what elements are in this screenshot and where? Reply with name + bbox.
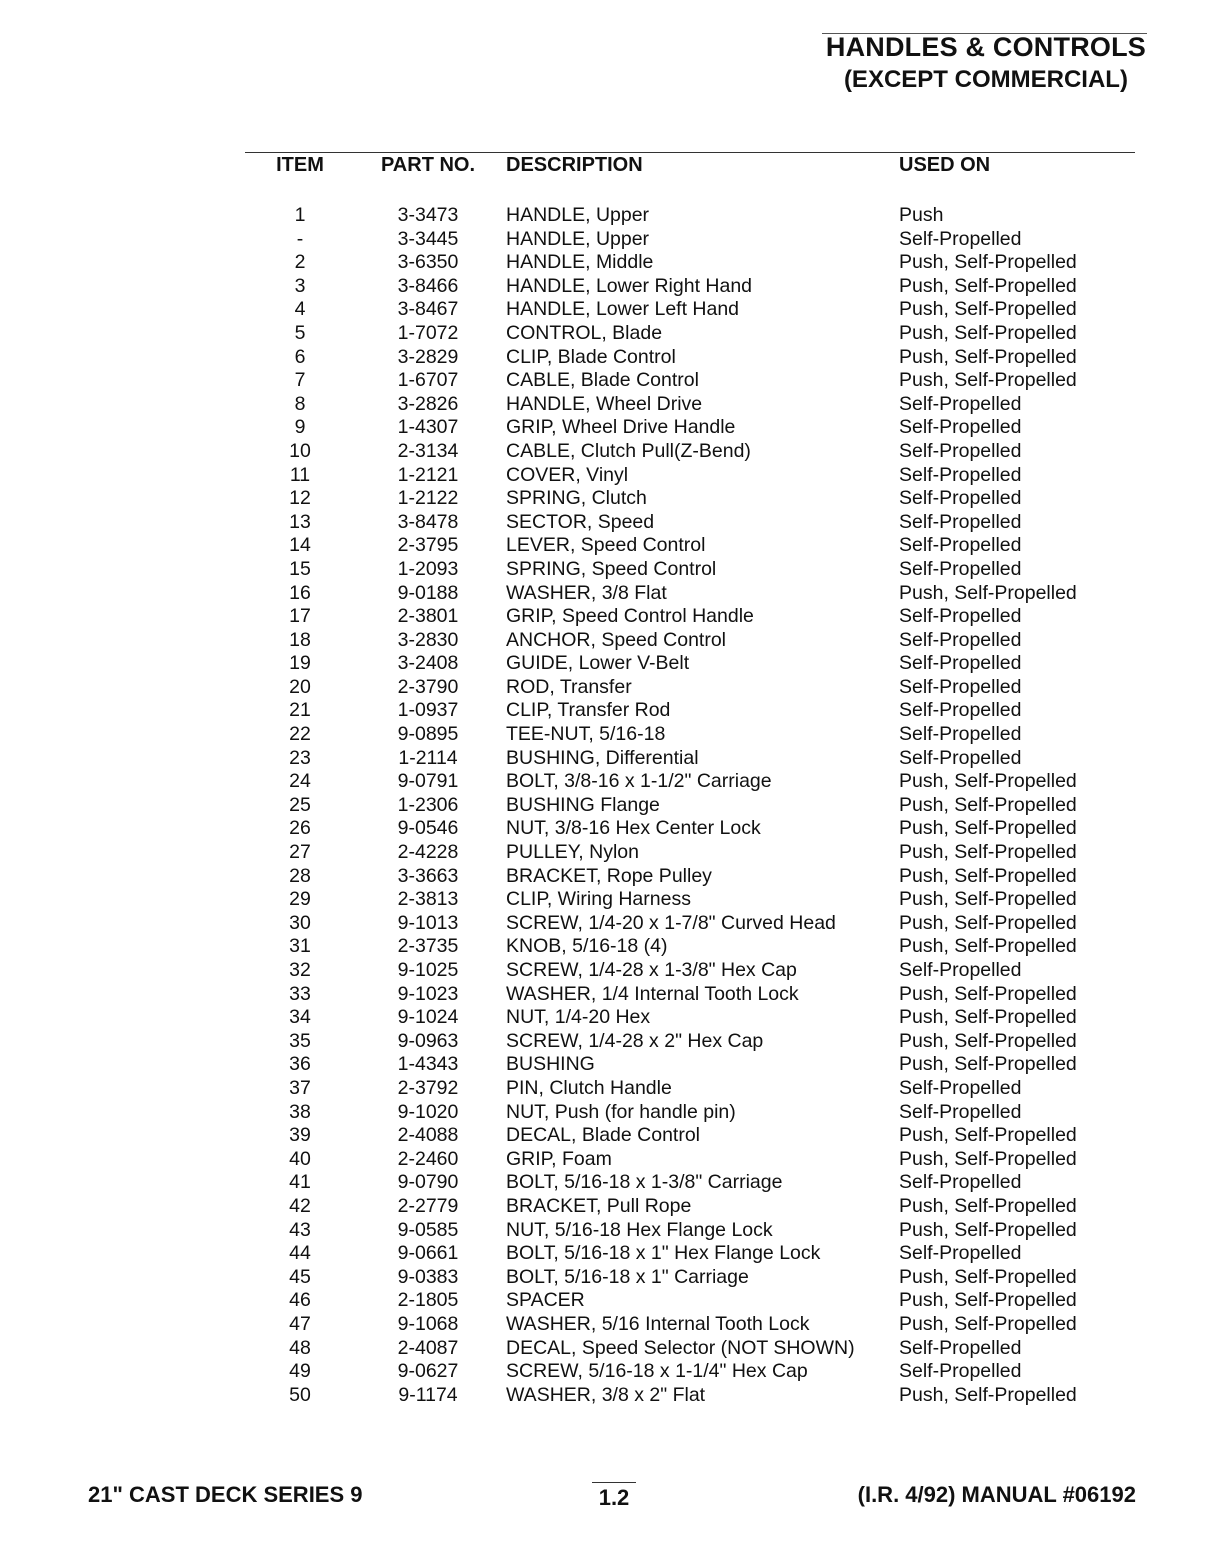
description-cell: COVER, Vinyl	[506, 463, 629, 486]
item-cell: 15	[289, 557, 311, 580]
table-row	[240, 1002, 1140, 1029]
table-row	[240, 436, 1140, 460]
page-subtitle: (EXCEPT COMMERCIAL)	[843, 66, 1128, 93]
part-number-cell: 3-3445	[397, 227, 459, 250]
item-cell: 45	[289, 1265, 311, 1288]
item-cell: 23	[289, 746, 311, 769]
item-cell: 6	[294, 345, 306, 368]
part-number-cell: 2-4088	[397, 1124, 459, 1147]
part-number-cell: 9-1024	[397, 1006, 459, 1029]
table-row	[240, 1238, 1140, 1265]
table-row	[240, 389, 1140, 413]
description-cell: BUSHING Flange	[506, 793, 660, 816]
part-number-cell: 1-2121	[397, 463, 459, 486]
item-cell: 3	[294, 274, 306, 297]
description-cell: CABLE, Clutch Pull(Z-Bend)	[506, 439, 751, 462]
part-number-cell: 9-1025	[397, 959, 459, 981]
table-row	[240, 554, 1140, 578]
table-row	[240, 1356, 1140, 1383]
item-cell: 28	[289, 864, 311, 887]
item-cell: 5	[294, 321, 306, 344]
description-cell: NUT, 5/16-18 Hex Flange Lock	[506, 1218, 773, 1241]
part-number-cell: 9-1013	[397, 911, 459, 934]
table-row	[240, 719, 1140, 746]
part-number-cell: 1-2122	[397, 487, 459, 510]
used-on-cell: Self-Propelled	[899, 1242, 1022, 1265]
item-cell: 44	[289, 1242, 311, 1265]
table-row	[240, 1026, 1140, 1050]
item-cell: 42	[289, 1194, 311, 1217]
used-on-cell: Self-Propelled	[899, 959, 1022, 981]
part-number-cell: 1-6707	[397, 369, 459, 392]
used-on-cell: Self-Propelled	[899, 652, 1022, 675]
description-cell: BRACKET, Pull Rope	[506, 1194, 692, 1217]
table-row	[240, 1309, 1140, 1333]
parts-table	[240, 150, 1140, 1406]
used-on-cell: Self-Propelled	[899, 699, 1022, 722]
used-on-cell: Push, Self-Propelled	[899, 1147, 1077, 1170]
part-number-cell: 9-0585	[397, 1218, 459, 1241]
description-cell: BRACKET, Rope Pulley	[506, 864, 712, 887]
item-cell: 38	[289, 1100, 311, 1123]
used-on-cell: Push, Self-Propelled	[899, 982, 1077, 1005]
description-cell: ROD, Transfer	[506, 675, 632, 698]
part-number-cell: 3-3663	[397, 864, 459, 887]
table-row	[240, 483, 1140, 510]
table-row	[240, 365, 1140, 392]
table-row	[240, 1167, 1140, 1194]
part-number-cell: 9-0790	[397, 1171, 459, 1194]
used-on-cell: Self-Propelled	[899, 439, 1022, 462]
part-number-cell: 2-2779	[397, 1194, 459, 1217]
description-cell: BOLT, 5/16-18 x 1" Hex Flange Lock	[506, 1242, 821, 1265]
used-on-cell: Self-Propelled	[899, 510, 1022, 533]
part-number-cell: 3-6350	[397, 251, 459, 274]
part-number-cell: 9-0627	[397, 1360, 459, 1383]
used-on-cell: Self-Propelled	[899, 463, 1022, 486]
part-number-cell: 9-0383	[397, 1265, 459, 1288]
table-row	[240, 224, 1140, 248]
part-number-cell: 2-2460	[397, 1147, 459, 1170]
table-row	[240, 247, 1140, 274]
description-cell: NUT, Push (for handle pin)	[506, 1100, 736, 1123]
used-on-cell: Push, Self-Propelled	[899, 1006, 1077, 1029]
used-on-cell: Self-Propelled	[899, 675, 1022, 698]
table-row	[240, 648, 1140, 675]
description-cell: SPRING, Clutch	[506, 487, 647, 510]
item-cell: 49	[289, 1360, 311, 1383]
used-on-cell: Push, Self-Propelled	[899, 1383, 1077, 1406]
part-number-cell: 9-0188	[397, 581, 459, 604]
description-cell: BUSHING	[506, 1053, 595, 1076]
table-row	[240, 955, 1140, 979]
used-on-cell: Self-Propelled	[899, 1076, 1022, 1099]
table-row	[240, 1049, 1140, 1076]
description-cell: BOLT, 3/8-16 x 1-1/2" Carriage	[506, 770, 772, 793]
footer-page-number-wrap	[592, 1482, 636, 1511]
part-number-cell: 2-3813	[397, 888, 459, 911]
used-on-cell: Push, Self-Propelled	[899, 1312, 1077, 1335]
used-on-cell: Push, Self-Propelled	[899, 770, 1077, 793]
part-number-cell: 9-0895	[397, 723, 459, 746]
table-row	[240, 1285, 1140, 1312]
item-cell: 27	[289, 841, 311, 864]
item-cell: 7	[294, 369, 306, 392]
used-on-cell: Self-Propelled	[899, 1360, 1022, 1383]
description-cell: CLIP, Wiring Harness	[506, 888, 691, 911]
description-cell: CABLE, Blade Control	[506, 369, 699, 392]
table-row	[240, 790, 1140, 814]
description-cell: WASHER, 5/16 Internal Tooth Lock	[506, 1312, 810, 1335]
used-on-cell: Push, Self-Propelled	[899, 298, 1077, 321]
description-cell: SECTOR, Speed	[506, 510, 655, 533]
part-number-cell: 9-1068	[397, 1312, 459, 1335]
description-cell: LEVER, Speed Control	[506, 534, 706, 557]
used-on-cell: Push, Self-Propelled	[899, 888, 1077, 911]
item-cell: 40	[289, 1147, 311, 1170]
description-cell: SPACER	[506, 1289, 585, 1312]
item-cell: 41	[289, 1171, 311, 1194]
used-on-cell: Push, Self-Propelled	[899, 1029, 1077, 1052]
table-row	[240, 342, 1140, 366]
item-cell: 36	[289, 1053, 311, 1076]
item-cell: 33	[289, 982, 311, 1005]
item-cell: 13	[289, 510, 311, 533]
part-number-cell: 1-4307	[397, 416, 459, 439]
part-number-cell: 1-2093	[397, 557, 459, 580]
description-cell: WASHER, 3/8 x 2" Flat	[506, 1383, 706, 1406]
description-cell: ANCHOR, Speed Control	[506, 628, 727, 651]
used-on-cell: Push, Self-Propelled	[899, 841, 1077, 864]
part-number-cell: 9-1023	[397, 982, 459, 1005]
description-cell: CONTROL, Blade	[506, 321, 663, 344]
footer-manual: (I.R. 4/92) MANUAL #06192	[857, 1482, 1136, 1507]
table-header	[240, 150, 1140, 200]
item-cell: 26	[289, 817, 311, 840]
item-cell: 1	[294, 204, 306, 226]
table-row	[240, 1333, 1140, 1357]
part-number-cell: 2-3790	[397, 675, 459, 698]
part-number-cell: 9-1020	[397, 1100, 459, 1123]
table-row	[240, 861, 1140, 885]
part-number-cell: 3-8478	[397, 510, 459, 533]
used-on-cell: Push, Self-Propelled	[899, 864, 1077, 887]
item-cell: 2	[294, 251, 306, 274]
col-used-on-header: USED ON	[899, 154, 991, 176]
item-cell: 35	[289, 1029, 311, 1052]
table-row	[240, 625, 1140, 649]
used-on-cell: Push, Self-Propelled	[899, 581, 1077, 604]
table-row	[240, 507, 1140, 531]
table-row	[240, 271, 1140, 295]
footer-series: 21" CAST DECK SERIES 9	[88, 1482, 363, 1507]
item-cell: 30	[289, 911, 311, 934]
item-cell: 21	[289, 699, 311, 722]
item-cell: 18	[289, 628, 311, 651]
table-row	[240, 837, 1140, 864]
used-on-cell: Self-Propelled	[899, 227, 1022, 250]
item-cell: 39	[289, 1124, 311, 1147]
part-number-cell: 1-2306	[397, 793, 459, 816]
item-cell: 22	[289, 723, 311, 746]
description-cell: WASHER, 1/4 Internal Tooth Lock	[506, 982, 799, 1005]
item-cell: 12	[289, 487, 311, 510]
part-number-cell: 2-4228	[397, 841, 459, 864]
used-on-cell: Self-Propelled	[899, 605, 1022, 628]
table-row	[240, 884, 1140, 911]
item-cell: 14	[289, 534, 311, 557]
table-row	[240, 1120, 1140, 1147]
table-row	[240, 813, 1140, 840]
table-row	[240, 1380, 1140, 1404]
table-row	[240, 672, 1140, 696]
item-cell: 47	[289, 1312, 311, 1335]
used-on-cell: Self-Propelled	[899, 1100, 1022, 1123]
table-row	[240, 695, 1140, 722]
table-row	[240, 1262, 1140, 1286]
item-cell: 24	[289, 770, 311, 793]
table-row	[240, 530, 1140, 557]
part-number-cell: 1-2114	[398, 746, 458, 769]
used-on-cell: Self-Propelled	[899, 487, 1022, 510]
used-on-cell: Self-Propelled	[899, 1171, 1022, 1194]
item-cell: 19	[289, 652, 311, 675]
used-on-cell: Self-Propelled	[899, 557, 1022, 580]
description-cell: SCREW, 1/4-20 x 1-7/8" Curved Head	[506, 911, 836, 934]
part-number-cell: 3-8467	[397, 298, 459, 321]
item-cell: 11	[289, 463, 311, 486]
table-row	[240, 1073, 1140, 1097]
used-on-cell: Push, Self-Propelled	[899, 1218, 1077, 1241]
table-row	[240, 601, 1140, 628]
used-on-cell: Push, Self-Propelled	[899, 1194, 1077, 1217]
item-cell: 31	[289, 935, 311, 958]
part-number-cell: 9-0791	[397, 770, 459, 793]
table-row	[240, 931, 1140, 958]
description-cell: KNOB, 5/16-18 (4)	[506, 935, 668, 958]
page-title: HANDLES & CONTROLS	[825, 32, 1146, 62]
item-cell: 9	[294, 416, 306, 439]
table-row	[240, 743, 1140, 767]
description-cell: GRIP, Speed Control Handle	[506, 605, 754, 628]
description-cell: NUT, 1/4-20 Hex	[506, 1006, 651, 1029]
item-cell: 8	[294, 392, 306, 415]
used-on-cell: Self-Propelled	[899, 1336, 1022, 1359]
description-cell: SCREW, 1/4-28 x 2" Hex Cap	[506, 1029, 764, 1052]
table-row	[240, 200, 1140, 224]
item-cell: 32	[289, 959, 311, 981]
page-number-overline	[592, 1482, 636, 1483]
part-number-cell: 2-1805	[397, 1289, 459, 1312]
table-row	[240, 1097, 1140, 1121]
used-on-cell: Push, Self-Propelled	[899, 321, 1077, 344]
used-on-cell: Push, Self-Propelled	[899, 793, 1077, 816]
item-cell: 29	[289, 888, 311, 911]
description-cell: HANDLE, Upper	[506, 204, 650, 226]
part-number-cell: 2-3795	[397, 534, 459, 557]
part-number-cell: 1-7072	[397, 321, 459, 344]
used-on-cell: Self-Propelled	[899, 723, 1022, 746]
used-on-cell: Push, Self-Propelled	[899, 369, 1077, 392]
part-number-cell: 9-0546	[397, 817, 459, 840]
table-row	[240, 766, 1140, 793]
part-number-cell: 2-3792	[397, 1076, 459, 1099]
description-cell: TEE-NUT, 5/16-18	[506, 723, 666, 746]
part-number-cell: 2-3735	[397, 935, 459, 958]
table-row	[240, 294, 1140, 321]
part-number-cell: 1-0937	[397, 699, 459, 722]
description-cell: BUSHING, Differential	[506, 746, 699, 769]
description-cell: WASHER, 3/8 Flat	[506, 581, 667, 604]
part-number-cell: 2-4087	[397, 1336, 459, 1359]
description-cell: CLIP, Blade Control	[506, 345, 676, 368]
item-cell: 20	[289, 675, 311, 698]
item-cell: 25	[289, 793, 311, 816]
description-cell: HANDLE, Wheel Drive	[506, 392, 703, 415]
description-cell: DECAL, Speed Selector (NOT SHOWN)	[506, 1336, 855, 1359]
description-cell: HANDLE, Lower Right Hand	[506, 274, 753, 297]
col-item-header: ITEM	[276, 154, 324, 176]
item-cell: 10	[289, 439, 311, 462]
table-row	[240, 1144, 1140, 1168]
footer-page-number: 1.2	[598, 1485, 630, 1510]
part-number-cell: 1-4343	[397, 1053, 459, 1076]
item-cell: 34	[289, 1006, 311, 1029]
table-row	[240, 578, 1140, 602]
part-number-cell: 3-2829	[397, 345, 459, 368]
description-cell: GRIP, Foam	[506, 1147, 612, 1170]
description-cell: BOLT, 5/16-18 x 1-3/8" Carriage	[506, 1171, 783, 1194]
item-cell: 16	[289, 581, 311, 604]
item-cell: -	[296, 227, 304, 250]
description-cell: CLIP, Transfer Rod	[506, 699, 671, 722]
col-description-header: DESCRIPTION	[506, 154, 643, 176]
table-row	[240, 979, 1140, 1003]
item-cell: 48	[289, 1336, 311, 1359]
used-on-cell: Self-Propelled	[899, 416, 1022, 439]
part-number-cell: 9-0661	[397, 1242, 459, 1265]
used-on-cell: Self-Propelled	[899, 628, 1022, 651]
part-number-cell: 3-3473	[397, 204, 459, 226]
description-cell: PULLEY, Nylon	[506, 841, 639, 864]
used-on-cell: Push, Self-Propelled	[899, 274, 1077, 297]
table-row	[240, 318, 1140, 342]
item-cell: 37	[289, 1076, 311, 1099]
used-on-cell: Self-Propelled	[899, 534, 1022, 557]
table-row	[240, 1191, 1140, 1215]
table-row	[240, 460, 1140, 484]
description-cell: HANDLE, Middle	[506, 251, 654, 274]
part-number-cell: 9-1174	[398, 1383, 458, 1406]
part-number-cell: 9-0963	[397, 1029, 459, 1052]
used-on-cell: Push, Self-Propelled	[899, 935, 1077, 958]
item-cell: 17	[289, 605, 311, 628]
part-number-cell: 3-2826	[397, 392, 459, 415]
table-body	[240, 200, 1140, 1406]
used-on-cell: Push, Self-Propelled	[899, 1265, 1077, 1288]
table-row	[240, 1215, 1140, 1239]
description-cell: HANDLE, Lower Left Hand	[506, 298, 740, 321]
table-row	[240, 908, 1140, 932]
used-on-cell: Self-Propelled	[899, 392, 1022, 415]
part-number-cell: 3-2408	[397, 652, 459, 675]
used-on-cell: Push, Self-Propelled	[899, 1053, 1077, 1076]
item-cell: 4	[294, 298, 306, 321]
used-on-cell: Push, Self-Propelled	[899, 251, 1077, 274]
description-cell: SPRING, Speed Control	[506, 557, 717, 580]
part-number-cell: 2-3134	[397, 439, 459, 462]
description-cell: GRIP, Wheel Drive Handle	[506, 416, 736, 439]
description-cell: PIN, Clutch Handle	[506, 1076, 672, 1099]
used-on-cell: Push, Self-Propelled	[899, 817, 1077, 840]
description-cell: DECAL, Blade Control	[506, 1124, 701, 1147]
description-cell: GUIDE, Lower V-Belt	[506, 652, 690, 675]
item-cell: 43	[289, 1218, 311, 1241]
part-number-cell: 3-8466	[397, 274, 459, 297]
item-cell: 50	[289, 1383, 311, 1406]
part-number-cell: 2-3801	[397, 605, 459, 628]
used-on-cell: Push, Self-Propelled	[899, 1289, 1077, 1312]
used-on-cell: Push, Self-Propelled	[899, 345, 1077, 368]
description-cell: NUT, 3/8-16 Hex Center Lock	[506, 817, 761, 840]
description-cell: BOLT, 5/16-18 x 1" Carriage	[506, 1265, 749, 1288]
page-title-block	[826, 30, 1146, 96]
table-row	[240, 412, 1140, 439]
part-number-cell: 3-2830	[397, 628, 459, 651]
used-on-cell: Push, Self-Propelled	[899, 1124, 1077, 1147]
item-cell: 46	[289, 1289, 311, 1312]
description-cell: HANDLE, Upper	[506, 227, 650, 250]
used-on-cell: Self-Propelled	[899, 746, 1022, 769]
description-cell: SCREW, 1/4-28 x 1-3/8" Hex Cap	[506, 959, 797, 981]
used-on-cell: Push, Self-Propelled	[899, 911, 1077, 934]
used-on-cell: Push	[899, 204, 944, 226]
description-cell: SCREW, 5/16-18 x 1-1/4" Hex Cap	[506, 1360, 808, 1383]
col-part-header: PART NO.	[380, 154, 476, 176]
